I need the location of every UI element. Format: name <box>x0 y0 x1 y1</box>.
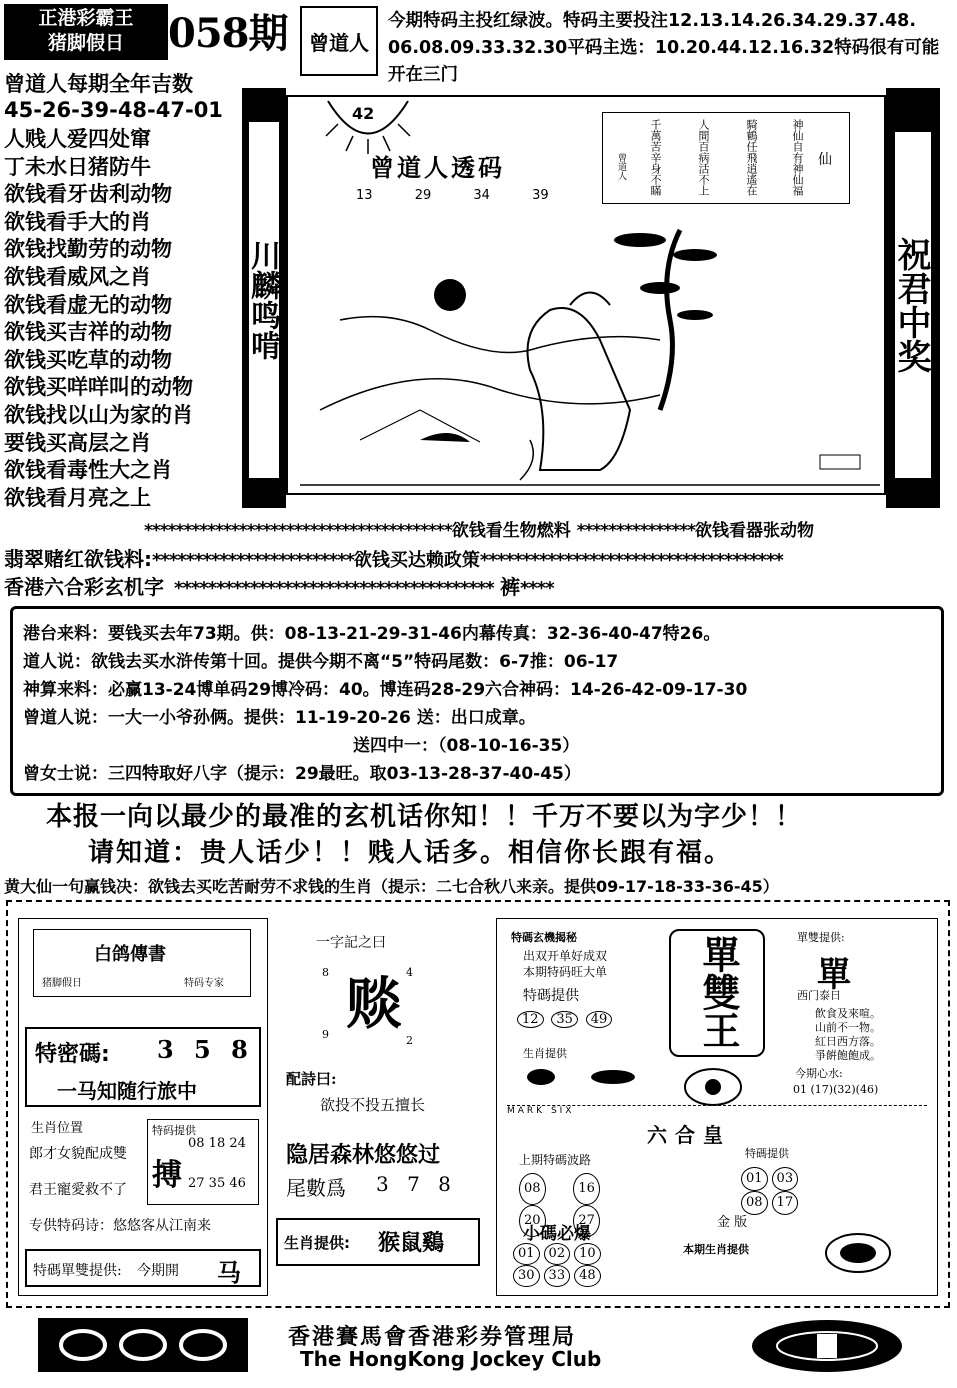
painting-number: 29 <box>414 188 432 203</box>
moon-number: 42 <box>352 104 375 123</box>
number-ball: 17 <box>772 1191 799 1215</box>
logo-line1: 正港彩霸王 <box>38 7 134 29</box>
west-line: 山前不一物。 <box>815 1021 881 1034</box>
book-sub-left: 猪脚假日 <box>42 978 82 989</box>
position-line-1: 郎才女貌配成雙 <box>29 1146 127 1162</box>
number-ball: 03 <box>772 1167 799 1191</box>
seal-logo <box>300 6 378 76</box>
right-nums <box>741 1167 821 1215</box>
slogan-line-1: 本报一向以最少的最准的玄机话你知！！千万不要以为字少！！ <box>46 802 803 832</box>
double-label: 特碼單雙提供: <box>33 1263 122 1279</box>
special-provide: 特碼提供 <box>523 988 579 1004</box>
lucky-numbers: 45-26-39-48-47-01 <box>4 98 223 122</box>
scroll-right-column: 祝君中奖 <box>893 130 933 480</box>
riddle-line-3 <box>4 571 554 600</box>
mid-char: 赕 <box>346 971 402 1037</box>
number-ball: 35 <box>551 1011 578 1028</box>
poem-signature: 曾道人 <box>616 153 626 180</box>
riddle-line: 欲钱找勤劳的动物 <box>4 237 172 262</box>
info-row: 港台来料：要钱买去年73期。供：08-13-21-29-31-46内幕传真：32-36-40-47特26。 <box>23 624 721 644</box>
stars: *************************************** <box>144 521 452 541</box>
heart-num: 01 <box>793 1083 807 1096</box>
number-ball: 08 <box>741 1191 768 1215</box>
logo-badge <box>4 4 168 60</box>
sx-label: 單雙提供: <box>797 931 845 944</box>
heart-num: 32 <box>837 1083 852 1096</box>
riddle-line: 要钱买高层之肖 <box>4 430 151 455</box>
zodiac-box <box>276 1218 480 1266</box>
he-title: 六合皇 <box>647 1123 731 1147</box>
riddle-line: 欲钱看牙齿利动物 <box>4 182 172 207</box>
stars: ************************************** <box>174 578 494 599</box>
book-sub-right: 特码专家 <box>184 978 224 989</box>
mid-hidden: 隐居森林悠悠过 <box>286 1143 441 1168</box>
book-box <box>33 929 251 997</box>
special-line-2: 本期特码旺大单 <box>523 965 608 979</box>
number-ball: 16 <box>573 1173 600 1205</box>
heart-nums: 01 (17)(32)(46) <box>793 1083 879 1096</box>
stars: *************** <box>576 521 695 541</box>
painting-numbers <box>356 188 549 203</box>
west-line: 飲食及來喧。 <box>815 1007 881 1020</box>
huang-daxian-tip: 黄大仙一句赢钱决：欲钱去买吃苦耐劳不求钱的生肖（提示：二七合秋八来亲。提供09-17-18-33-36-45） <box>4 877 779 896</box>
riddle-a: 欲钱看生物燃料 <box>451 521 571 541</box>
riddle-line: 欲钱看威风之肖 <box>4 264 151 289</box>
flower-emblem-icon <box>683 1067 743 1107</box>
big-title: 單雙王 <box>696 935 741 1049</box>
riddle-label: 翡翠赌红欲钱料: <box>4 547 152 571</box>
big-title-box <box>669 929 765 1057</box>
footer-left-logo <box>38 1318 248 1372</box>
mid-n-br: 2 <box>406 1034 413 1047</box>
zodiac-label: 生肖提供: <box>284 1234 350 1252</box>
footer-cn: 香港賽馬會香港彩券管理局 <box>288 1324 577 1350</box>
wave-label: 上期特碼波路 <box>519 1153 592 1167</box>
nums-box <box>147 1119 259 1205</box>
west-line: 紅日西方落。 <box>815 1035 881 1048</box>
west-line: 爭餠飽飽成。 <box>815 1049 881 1062</box>
poem-line: 千萬苦辛身不瞞 <box>649 119 662 196</box>
info-row: 曾女士说：三四特取好八字（提示：29最旺。取03-13-28-37-40-45） <box>23 764 581 784</box>
double-val: 今期開 <box>137 1263 179 1279</box>
lucky-numbers-title: 曾道人每期全年吉数 <box>4 72 193 96</box>
number-ball: 33 <box>544 1265 571 1287</box>
panel-right <box>496 918 938 1296</box>
poem-panel <box>602 112 850 204</box>
mid-n-tl: 8 <box>322 966 329 979</box>
number-ball: 49 <box>586 1011 613 1028</box>
riddle-line-1 <box>144 516 814 541</box>
special-title: 特碼玄機揭秘 <box>511 931 577 944</box>
riddle-line: 欲钱买吃草的动物 <box>4 347 172 372</box>
book-title: 白鸽傳書 <box>94 944 166 965</box>
riddle-text: 欲钱买达赖政策 <box>353 550 480 571</box>
top-announcement <box>388 8 954 89</box>
mid-n-bl: 9 <box>322 1028 329 1041</box>
slogan-line-2: 请知道：贵人话少！！贱人话多。相信你长跟有福。 <box>88 838 733 868</box>
hkjc-logo-icon <box>53 1323 233 1367</box>
west-title: 西门泰日 <box>797 989 841 1002</box>
riddle-b: 欲钱看器张动物 <box>695 521 814 541</box>
crest-icon <box>772 1329 882 1363</box>
number-ball: 20 <box>519 1205 546 1237</box>
riddle-line: 欲钱看虚无的动物 <box>4 292 172 317</box>
zodiac-value: 猴鼠鷄 <box>378 1230 445 1256</box>
hkjc-crest-small-icon <box>823 1231 893 1275</box>
riddle-line-2 <box>4 543 783 572</box>
number-ball: 48 <box>574 1265 601 1287</box>
mid-poem-label: 配詩曰: <box>286 1070 337 1088</box>
seal-text: 曾道人 <box>309 30 369 55</box>
panel-mid <box>276 918 488 1296</box>
heart-num: 46 <box>859 1083 874 1096</box>
position-label: 生肖位置 <box>31 1121 84 1136</box>
panel-left <box>18 918 268 1296</box>
position-box <box>29 1115 263 1235</box>
info-row: 道人说：欲钱去买水浒传第十回。提供今期不离“5”特码尾数：6-7推：06-17 <box>23 652 619 672</box>
this-zodiac-label: 本期生肖提供 <box>683 1243 749 1256</box>
top-line-1: 今期特码主投红绿波。特码主要投注12.13.14.26.34.29.37.48. <box>388 11 917 31</box>
stars: ************************ <box>152 550 354 571</box>
stars: ************************************ <box>479 550 783 571</box>
heart-num: 17 <box>814 1083 829 1096</box>
riddle-line: 丁未水日猪防牛 <box>4 154 151 179</box>
secret-poem: 一马知随行旅中 <box>57 1079 197 1103</box>
secret-label: 特密碼: <box>35 1042 110 1067</box>
special-nums <box>517 1011 616 1028</box>
small-nums <box>513 1243 663 1287</box>
nums-row-2: 27 35 46 <box>188 1176 246 1191</box>
special-poem: 专供特码诗：悠悠客从江南来 <box>29 1218 211 1234</box>
number-ball: 27 <box>573 1205 600 1237</box>
mid-tail-label: 尾數爲 <box>286 1176 346 1200</box>
riddle-char: 裤 <box>499 575 520 599</box>
painting-number: 13 <box>356 188 373 203</box>
painting-number: 34 <box>473 188 490 203</box>
nums-label: 特码提供 <box>152 1124 196 1137</box>
number-ball: 01 <box>513 1243 540 1265</box>
riddle-line: 欲钱买咩咩叫的动物 <box>4 375 193 400</box>
zodiac-animals-icon <box>523 1065 643 1089</box>
riddle-line: 欲钱找以山为家的肖 <box>4 402 193 427</box>
stars: **** <box>519 578 554 599</box>
riddle-line: 欲钱看月亮之上 <box>4 485 151 510</box>
mid-poem: 欲投不投五擅长 <box>320 1096 426 1114</box>
special-line-1: 出双开单好成双 <box>523 949 608 963</box>
painting-number: 39 <box>532 188 549 203</box>
painting-title: 曾道人透码 <box>370 153 505 182</box>
scroll-left-column: 川麟鸣啃 <box>247 120 281 480</box>
logo-line2: 猪脚假日 <box>47 32 124 54</box>
top-line-2: 06.08.09.33.32.30平码主选：10.20.44.12.16.32特码很有可能 <box>388 38 940 58</box>
riddle-line: 欲钱买吉祥的动物 <box>4 320 172 345</box>
bo-char: 搏 <box>152 1158 182 1193</box>
immortal-painting <box>300 210 880 490</box>
poem-title: 仙 <box>818 152 832 168</box>
heart-label: 今期心水: <box>795 1067 843 1080</box>
number-ball: 02 <box>544 1243 571 1265</box>
poem-line: 騎鶴任飛逍遙在 <box>745 119 758 196</box>
secret-nums: 3 5 8 <box>157 1035 254 1064</box>
info-row: 神算来料：必赢13-24博单码29博冷码：40。博连码28-29六合神码：14-26-42-09-17-30 <box>23 680 748 700</box>
secret-box <box>25 1027 261 1107</box>
position-line-2: 君王寵愛救不了 <box>29 1182 127 1198</box>
sun-icon <box>318 96 418 156</box>
nums-row-1: 08 18 24 <box>188 1136 246 1151</box>
west-lines <box>815 1007 881 1063</box>
riddle-line: 人贱人爱四处窜 <box>4 127 151 151</box>
poem-line: 人間百病活不上 <box>697 119 710 196</box>
mark-six-strip: MARK SIX <box>507 1105 927 1116</box>
double-animal: 马 <box>217 1258 241 1287</box>
small-label: 小碼必爆 <box>523 1224 591 1244</box>
poem-line: 神仙自有神仙福 <box>791 119 804 196</box>
number-ball: 10 <box>574 1243 601 1265</box>
riddle-line: 欲钱看手大的肖 <box>4 209 151 234</box>
info-row: 曾道人说：一大一小爷孙俩。提供：11-19-20-26 送：出口成章。 <box>23 708 536 728</box>
sx-char: 單 <box>817 955 851 995</box>
issue-number: 058期 <box>168 10 288 57</box>
info-row: 送四中一：（08-10-16-35） <box>353 736 580 756</box>
number-ball: 08 <box>519 1173 546 1205</box>
mid-tail-nums: 3 7 8 <box>376 1172 457 1196</box>
riddle-line: 欲钱看毒性大之肖 <box>4 458 172 483</box>
riddle-list <box>4 126 193 512</box>
mid-title: 一字記之曰 <box>316 935 386 951</box>
footer-right-crest <box>752 1320 902 1372</box>
mid-n-tr: 4 <box>406 966 413 979</box>
number-ball: 01 <box>741 1167 768 1191</box>
riddle-label: 香港六合彩玄机字 <box>4 575 164 599</box>
zodiac-provide: 生肖提供 <box>523 1047 567 1060</box>
number-ball: 12 <box>517 1011 544 1028</box>
number-ball: 30 <box>513 1265 540 1287</box>
special-provide-2: 特碼提供 <box>745 1147 789 1160</box>
footer-en: The HongKong Jockey Club <box>300 1347 602 1371</box>
top-line-3: 开在三门 <box>388 65 458 85</box>
double-box <box>25 1249 261 1287</box>
info-box <box>10 606 944 796</box>
gold-edition: 金 版 <box>717 1215 748 1230</box>
